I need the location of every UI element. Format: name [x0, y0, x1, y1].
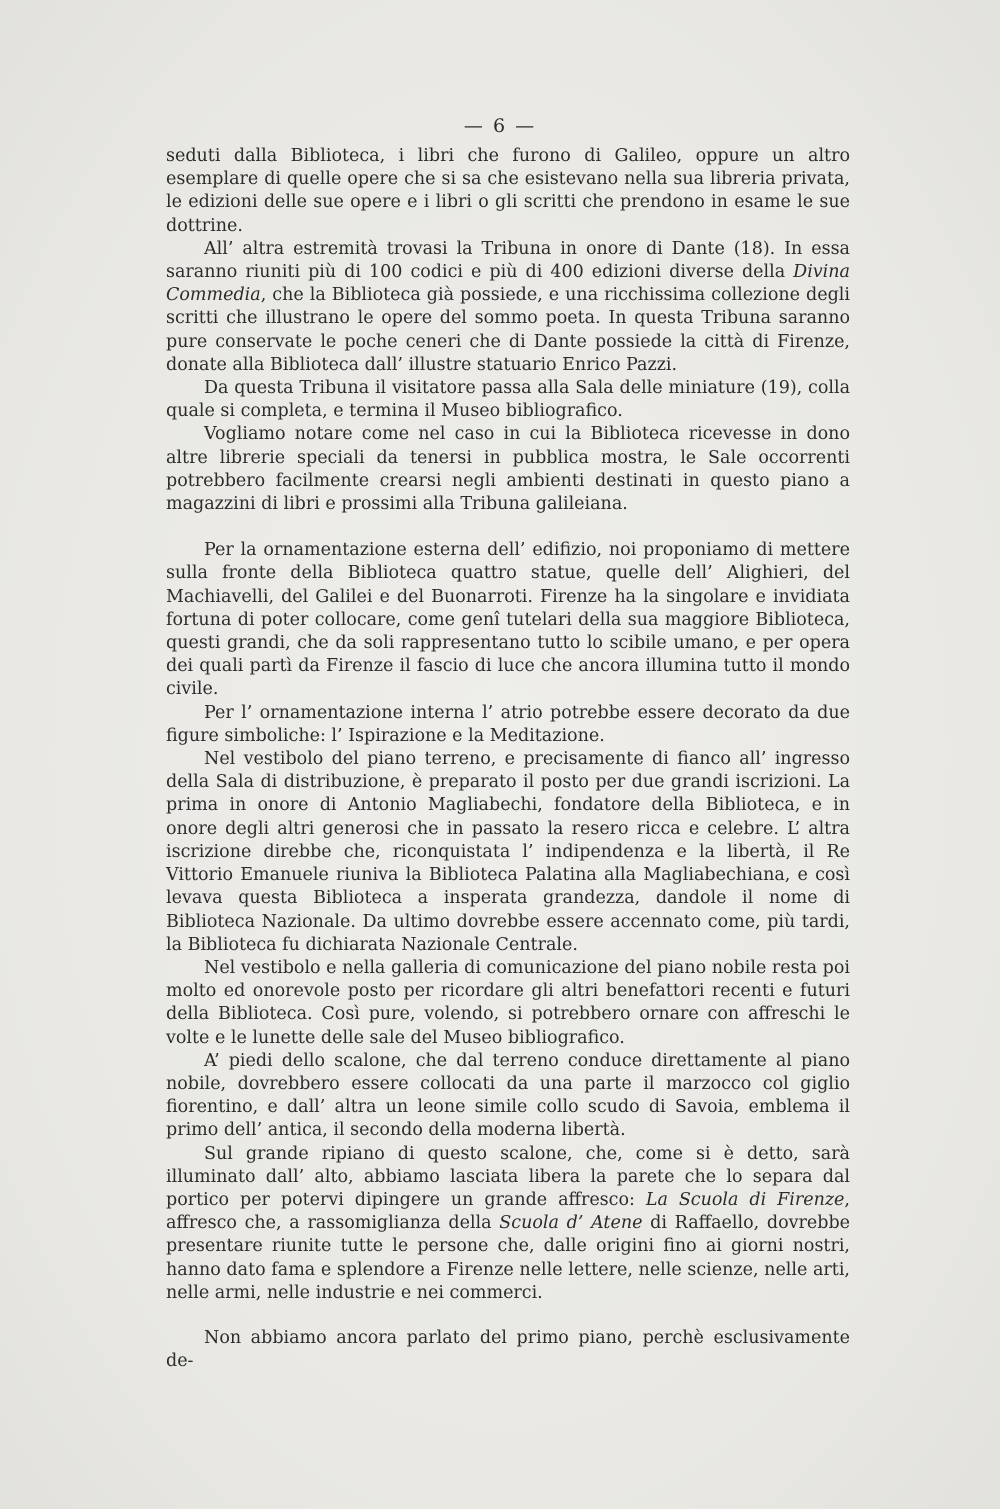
paragraph [166, 957, 850, 1050]
text-run: Vogliamo notare come nel caso in cui la Biblioteca ricevesse in dono altre librerie speciali da tenersi in pubblica mostra, le Sale occorrenti potrebbero facilmente crearsi negli ambienti destinati in questo piano a magazzini di libri e prossimi alla Tribuna galileiana. [166, 424, 850, 515]
text-run: , che la Biblioteca già possiede, e una ricchissima collezione degli scritti che illustrano le opere del sommo poeta. In questa Tribuna saranno pure conservate le poche ceneri che di Dante possiede la città di Firenze, donate alla Biblioteca dall’ illustre statuario Enrico Pazzi. [166, 285, 850, 375]
paragraph [166, 145, 850, 238]
paragraph [166, 1327, 850, 1373]
text-run: , affresco che, a rassomiglianza della [166, 1189, 850, 1234]
paragraph [166, 238, 850, 377]
text-run: A’ piedi dello scalone, che dal terreno conduce direttamente al piano nobile, dovrebbero essere collocati da una parte il marzocco col giglio fiorentino, e dall’ altra un leone simile collo scudo di Savoia, emblema il primo dell’ antica, il secondo della moderna libertà. [166, 1050, 850, 1141]
italic-title-scuola-di-firenze: La Scuola di Firenze [645, 1189, 845, 1210]
text-run: Nel vestibolo del piano terreno, e precisamente di fianco all’ ingresso della Sala di distribuzione, è preparato il posto per due grandi iscrizioni. La prima in onore di Antonio Magliabechi, fondatore della Biblioteca, e in onore degli altri generosi che in passato la resero ricca e celebre. L’ altra iscrizione direbbe che, riconquistata l’ indipendenza e la libertà, il Re Vittorio Emanuele riuniva la Biblioteca Palatina alla Magliabechiana, e così levava questa Biblioteca a insperata grandezza, dandole il nome di Biblioteca Nazionale. Da ultimo dovrebbe essere accennato come, più tardi, la Biblioteca fu dichiarata Nazionale Centrale. [166, 749, 850, 955]
page-number: — 6 — [463, 115, 537, 137]
paragraph [166, 377, 850, 423]
text-run: Per l’ ornamentazione interna l’ atrio potrebbe essere decorato da due figure simboliche: l’ Ispirazione e la Meditazione. [166, 702, 850, 746]
body-text [166, 145, 850, 1373]
text-run: Nel vestibolo e nella galleria di comunicazione del piano nobile resta poi molto ed onorevole posto per ricordare gli altri benefattori recenti e futuri della Biblioteca. Così pure, volendo, si potrebbero ornare con affreschi le volte e le lunette delle sale del Museo bibliografico. [166, 957, 850, 1048]
paragraph [166, 423, 850, 516]
text-run: Da questa Tribuna il visitatore passa alla Sala delle miniature (19), colla quale si completa, e termina il Museo bibliografico. [166, 378, 850, 422]
text-run: seduti dalla Biblioteca, i libri che furono di Galileo, oppure un altro esemplare di quelle opere che si sa che esistevano nella sua libreria privata, le edizioni delle sue opere e i libri o gli scritti che prendono in esame le sue dottrine. [166, 146, 850, 236]
text-run: Non abbiamo ancora parlato del primo piano, perchè esclusivamente de- [166, 1327, 850, 1372]
italic-title-scuola-d-atene: Scuola d’ Atene [499, 1213, 643, 1234]
paragraph [166, 1050, 850, 1143]
text-run: Sul grande ripiano di questo scalone, che, come si è detto, sarà illuminato dall’ alto, abbiamo lasciata libera la parete che lo separa dal portico per potervi dipingere un grande affresco: [166, 1143, 850, 1210]
paragraph [166, 748, 850, 957]
paragraph [166, 1143, 850, 1305]
text-run: Per la ornamentazione esterna dell’ edifizio, noi proponiamo di mettere sulla fronte della Biblioteca quattro statue, quelle dell’ Alighieri, del Machiavelli, del Galilei e del Buonarroti. Firenze ha la singolare e invidiata fortuna di poter collocare, come genî tutelari della sua maggiore Biblioteca, questi grandi, che da soli rappresentano tutto lo scibile umano, e per opera dei quali partì da Firenze il fascio di luce che ancora illumina tutto il mondo civile. [166, 540, 850, 700]
paragraph [166, 702, 850, 748]
paragraph [166, 539, 850, 701]
italic-title-divina-commedia: Divina Commedia [166, 262, 850, 306]
text-run: All’ altra estremità trovasi la Tribuna in onore di Dante (18). In essa saranno riuniti più di 100 codici e più di 400 edizioni diverse della [166, 238, 850, 283]
text-run: di Raffaello, dovrebbe presentare riunite tutte le persone che, dalle origini fino ai giorni nostri, hanno dato fama e splendore a Firenze nelle lettere, nelle scienze, nelle arti, nelle armi, nelle industrie e nei commerci. [166, 1213, 851, 1303]
